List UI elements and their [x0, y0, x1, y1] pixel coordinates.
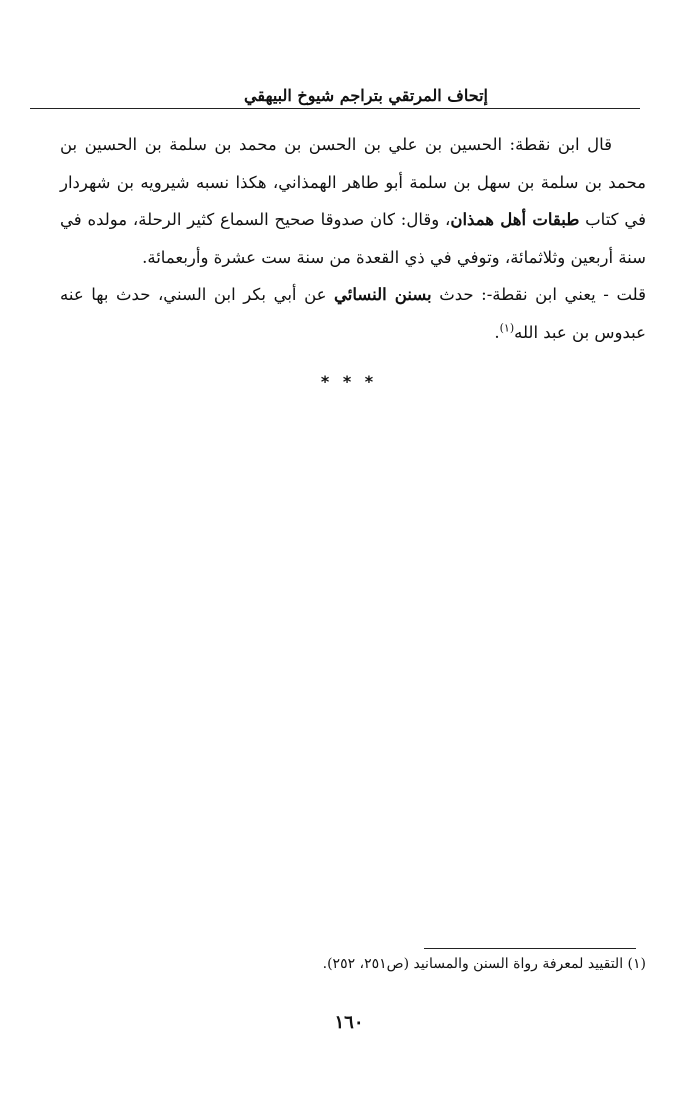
header-rule — [30, 108, 640, 109]
main-text — [60, 126, 646, 351]
note-text-middle: عن أبي بكر ابن السني، حدث بها عنه عبدوس بن عبد الله — [60, 285, 646, 342]
paragraph-biography — [60, 126, 646, 276]
biography-text-end: ، وقال: كان صدوقا صحيح السماع كثير الرحلة، مولده في سنة أربعين وثلاثمائة، وتوفي في ذي القعدة من سنة ست عشرة وأربعمائة. — [60, 210, 646, 267]
note-text-start: قلت - يعني ابن نقطة-: حدث — [431, 285, 646, 304]
sunan-title-bold: بسنن النسائي — [334, 285, 432, 304]
section-separator: * * * — [320, 372, 378, 391]
page-number: ١٦٠ — [334, 1012, 364, 1033]
footnote-text: (١) التقييد لمعرفة رواة السنن والمسانيد (ص٢٥١، ٢٥٢). — [322, 956, 646, 972]
book-title-bold: طبقات أهل همذان — [450, 210, 580, 229]
paragraph-note — [60, 276, 646, 351]
footnote-reference: (١) — [499, 321, 515, 334]
running-header-title: إتحاف المرتقي بتراجم شيوخ البيهقي — [244, 86, 488, 105]
biography-text-start: قال ابن نقطة: الحسين بن علي بن الحسن بن محمد بن سلمة بن الحسين بن محمد بن سلمة بن سهل بن سلمة أبو طاهر الهمذاني، هكذا نسبه شيرويه بن شهردار في كتاب — [60, 135, 646, 229]
footnote-rule — [424, 948, 636, 949]
note-text-end: . — [494, 322, 500, 342]
